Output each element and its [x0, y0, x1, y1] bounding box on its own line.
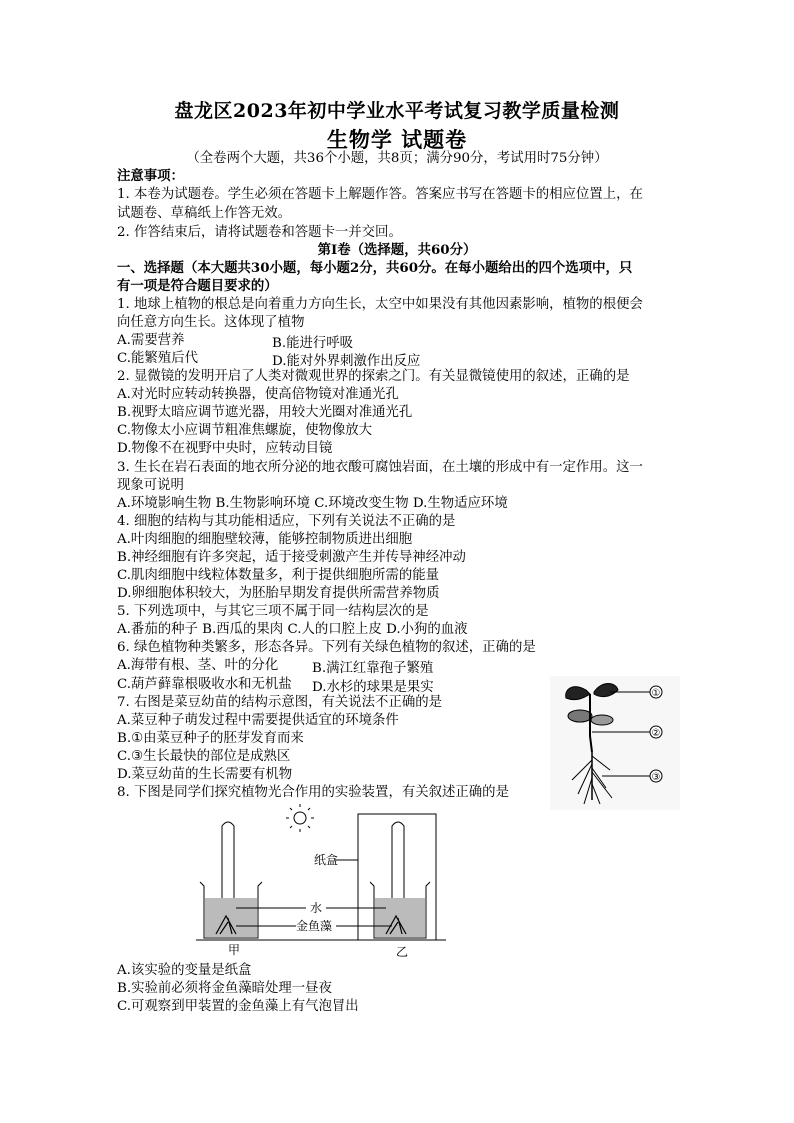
- q2-option-b: B.视野太暗应调节遮光器，用较大光圈对准通光孔: [117, 405, 413, 420]
- q8-option-b: B.实验前必须将金鱼藻暗处理一昼夜: [117, 981, 332, 996]
- q1-stem-a: 1. 地球上植物的根总是向着重力方向生长，太空中如果没有其他因素影响，植物的根便会: [117, 297, 643, 312]
- q6-option-a: A.海带有根、茎、叶的分化: [117, 658, 279, 673]
- q6-option-c: C.葫芦藓靠根吸收水和无机盐: [117, 677, 292, 692]
- q2-stem: 2. 显微镜的发明开启了人类对微观世界的探索之门。有关显微镜使用的叙述，正确的是: [117, 369, 630, 384]
- q8-option-a: A.该实验的变量是纸盒: [117, 963, 252, 978]
- q4-stem: 4. 细胞的结构与其功能相适应，下列有关说法不正确的是: [117, 514, 456, 529]
- q7-option-d: D.菜豆幼苗的生长需要有机物: [117, 767, 293, 782]
- q7-option-b: B.①由菜豆种子的胚芽发育而来: [117, 731, 304, 746]
- q1-option-b: B.能进行呼吸: [272, 336, 354, 351]
- label-yi: 乙: [396, 945, 409, 959]
- notice-item-1b: 试题卷、草稿纸上作答无效。: [117, 206, 292, 221]
- label-paper-box: 纸盒: [314, 853, 339, 867]
- q1-option-d: D.能对外界刺激作出反应: [272, 354, 421, 369]
- q8-stem: 8. 下图是同学们探究植物光合作用的实验装置，有关叙述正确的是: [117, 785, 509, 800]
- seedling-label-3: ③: [651, 772, 661, 783]
- seedling-label-1: ①: [651, 688, 661, 699]
- q2-option-a: A.对光时应转动转换器，使高倍物镜对准通光孔: [117, 387, 399, 402]
- notice-heading: 注意事项：: [117, 168, 184, 184]
- notice-item-2: 2. 作答结束后，请将试题卷和答题卡一并交回。: [117, 225, 402, 240]
- photosynthesis-experiment-figure: [196, 804, 446, 960]
- q4-option-b: B.神经细胞有许多突起，适于接受刺激产生并传导神经冲动: [117, 550, 466, 565]
- q6-stem: 6. 绿色植物种类繁多，形态各异。下列有关绿色植物的叙述，正确的是: [117, 640, 536, 655]
- q4-option-d: D.卵细胞体积较大，为胚胎早期发育提供所需营养物质: [117, 586, 440, 601]
- q4-option-c: C.肌肉细胞中线粒体数量多，利于提供细胞所需的能量: [117, 568, 440, 583]
- section-heading-a: 一、选择题（本大题共30小题，每小题2分，共60分。在每小题给出的四个选项中，只: [117, 260, 633, 276]
- bean-seedling-figure: [550, 676, 680, 810]
- label-jia: 甲: [228, 943, 241, 957]
- seedling-label-2: ②: [651, 728, 661, 739]
- exam-info: （全卷两个大题，共36个小题，共8页；满分90分，考试用时75分钟）: [186, 151, 608, 166]
- notice-item-1a: 1. 本卷为试题卷。学生必须在答题卡上解题作答。答案应书写在答题卡的相应位置上，在: [117, 187, 643, 202]
- q1-option-a: A.需要营养: [117, 333, 185, 348]
- q1-stem-b: 向任意方向生长。这体现了植物: [117, 315, 305, 330]
- q1-option-c: C.能繁殖后代: [117, 351, 198, 366]
- label-hornwort: 金鱼藻: [296, 919, 333, 933]
- label-water: 水: [310, 901, 323, 915]
- q2-option-d: D.物像不在视野中央时，应转动目镜: [117, 441, 333, 456]
- q8-option-c: C.可观察到甲装置的金鱼藻上有气泡冒出: [117, 999, 359, 1014]
- section-heading-b: 有一项是符合题目要求的）: [117, 278, 278, 294]
- q7-option-a: A.菜豆种子萌发过程中需要提供适宜的环境条件: [117, 713, 399, 728]
- q6-option-d: D.水杉的球果是果实: [312, 680, 434, 695]
- q3-options: A.环境影响生物 B.生物影响环境 C.环境改变生物 D.生物适应环境: [117, 496, 508, 511]
- q3-stem-a: 3. 生长在岩石表面的地衣所分泌的地衣酸可腐蚀岩面，在土壤的形成中有一定作用。这一: [117, 460, 643, 475]
- q2-option-c: C.物像太小应调节粗准焦螺旋，使物像放大: [117, 423, 373, 438]
- q6-option-b: B.满江红靠孢子繁殖: [312, 661, 434, 676]
- q5-options: A.番茄的种子 B.西瓜的果肉 C.人的口腔上皮 D.小狗的血液: [117, 622, 468, 637]
- subject-title: 生物学 试题卷: [326, 127, 468, 152]
- q7-stem: 7. 右图是菜豆幼苗的结构示意图，有关说法不正确的是: [117, 695, 443, 710]
- q5-stem: 5. 下列选项中，与其它三项不属于同一结构层次的是: [117, 604, 429, 619]
- part1-heading: 第Ⅰ卷（选择题，共60分）: [317, 242, 477, 258]
- exam-title: 盘龙区2023年初中学业水平考试复习教学质量检测: [174, 100, 620, 122]
- q3-stem-b: 现象可说明: [117, 478, 184, 493]
- q4-option-a: A.叶肉细胞的细胞壁较薄，能够控制物质进出细胞: [117, 532, 413, 547]
- q7-option-c: C.③生长最快的部位是成熟区: [117, 749, 291, 764]
